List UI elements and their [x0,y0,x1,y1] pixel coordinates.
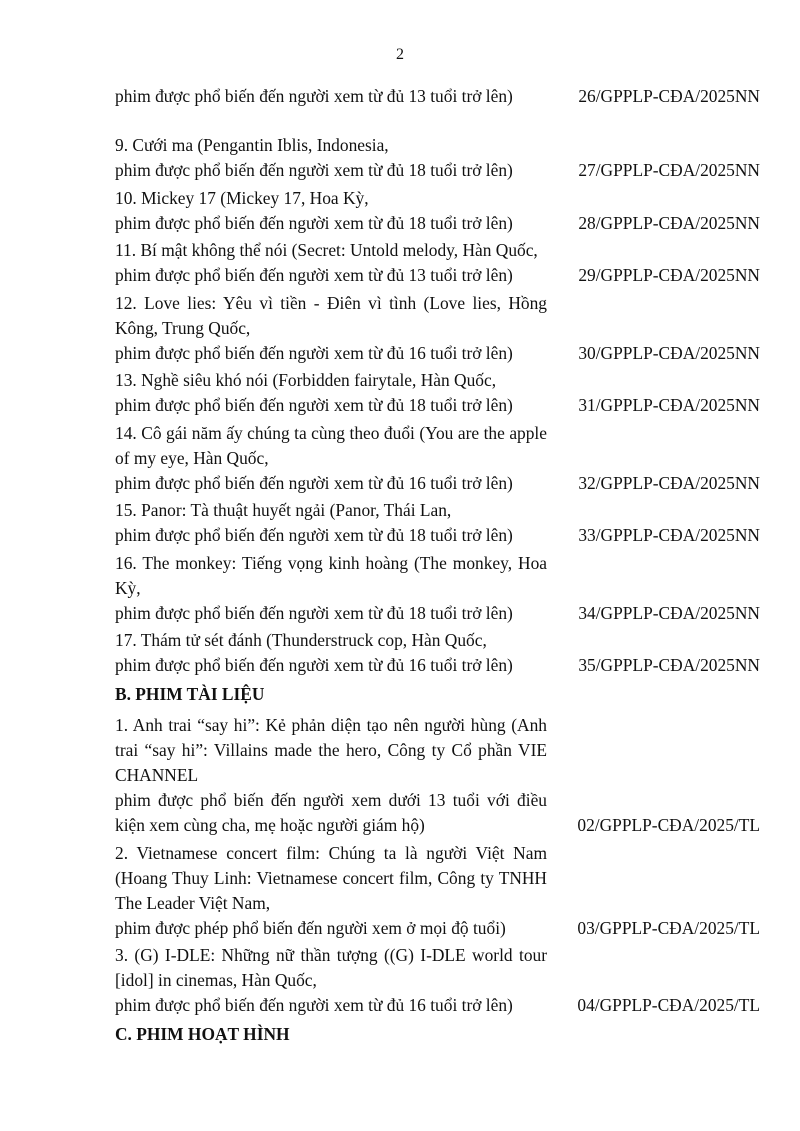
rating-text: phim được phổ biến đến người xem dưới 13 tuổi với điều kiện xem cùng cha, mẹ hoặc người giám hộ) [115,790,547,835]
license-code: 31/GPPLP-CĐA/2025NN [578,395,760,415]
license-code: 35/GPPLP-CĐA/2025NN [578,655,760,675]
list-item [115,368,760,418]
list-item [115,713,760,838]
list-item [115,628,760,678]
rating-text: phim được phổ biến đến người xem từ đủ 16 tuổi trở lên) [115,472,513,493]
list-item [115,551,760,626]
license-code: 29/GPPLP-CĐA/2025NN [578,265,760,285]
list-item [115,186,760,236]
license-code: 27/GPPLP-CĐA/2025NN [578,160,760,180]
list-item [115,84,760,109]
rating-text: phim được phổ biến đến người xem từ đủ 13 tuổi trở lên) [115,86,513,106]
film-title: 14. Cô gái năm ấy chúng ta cùng theo đuổi (You are the apple of my eye, Hàn Quốc, [115,422,547,468]
rating-text: phim được phép phổ biến đến người xem ở mọi độ tuổi) [115,917,506,938]
list-item [115,291,760,366]
rating-text: phim được phổ biến đến người xem từ đủ 18 tuổi trở lên) [115,212,513,233]
license-code: 03/GPPLP-CĐA/2025/TL [577,917,760,938]
film-title: 11. Bí mật không thể nói (Secret: Untold melody, Hàn Quốc, [115,240,538,260]
license-code: 04/GPPLP-CĐA/2025/TL [577,995,760,1015]
rating-text: phim được phổ biến đến người xem từ đủ 16 tuổi trở lên) [115,995,513,1015]
list-item [115,943,760,1018]
list-item [115,421,760,496]
license-code: 02/GPPLP-CĐA/2025/TL [577,815,760,835]
list-item [115,498,760,548]
rating-text: phim được phổ biến đến người xem từ đủ 18 tuổi trở lên) [115,602,513,623]
film-title: 13. Nghề siêu khó nói (Forbidden fairytale, Hàn Quốc, [115,370,497,390]
film-title: 2. Vietnamese concert film: Chúng ta là người Việt Nam (Hoang Thuy Linh: Vietnamese concert film, Công ty TNHH The Leader Việt Nam, [115,842,547,913]
film-list [115,84,760,1053]
rating-text: phim được phổ biến đến người xem từ đủ 18 tuổi trở lên) [115,395,513,415]
film-title: 9. Cưới ma (Pengantin Iblis, Indonesia, [115,135,389,155]
list-item [115,841,760,941]
film-title: 15. Panor: Tà thuật huyết ngải (Panor, Thái Lan, [115,500,452,520]
section-heading-documentary: B. PHIM TÀI LIỆU [115,684,265,704]
license-code: 28/GPPLP-CĐA/2025NN [578,212,760,233]
film-title: 1. Anh trai “say hi”: Kẻ phản diện tạo nên người hùng (Anh trai “say hi”: Villains made the hero, Công ty Cổ phần VIE CHANNEL [115,715,547,785]
film-title: 17. Thám tử sét đánh (Thunderstruck cop, Hàn Quốc, [115,630,487,650]
film-title: 10. Mickey 17 (Mickey 17, Hoa Kỳ, [115,187,369,208]
rating-text: phim được phổ biến đến người xem từ đủ 16 tuổi trở lên) [115,655,513,675]
license-code: 34/GPPLP-CĐA/2025NN [578,602,760,623]
section-heading-animation: C. PHIM HOẠT HÌNH [115,1024,290,1044]
film-title: 16. The monkey: Tiếng vọng kinh hoàng (The monkey, Hoa Kỳ, [115,552,547,598]
list-item [115,133,760,183]
rating-text: phim được phổ biến đến người xem từ đủ 16 tuổi trở lên) [115,342,513,363]
list-item [115,238,760,288]
page-number: 2 [396,46,404,63]
license-code: 32/GPPLP-CĐA/2025NN [578,472,760,493]
license-code: 33/GPPLP-CĐA/2025NN [578,525,760,545]
license-code: 30/GPPLP-CĐA/2025NN [578,342,760,363]
license-code: 26/GPPLP-CĐA/2025NN [578,86,760,106]
rating-text: phim được phổ biến đến người xem từ đủ 18 tuổi trở lên) [115,525,513,545]
rating-text: phim được phổ biến đến người xem từ đủ 13 tuổi trở lên) [115,265,513,285]
rating-text: phim được phổ biến đến người xem từ đủ 18 tuổi trở lên) [115,160,513,180]
film-title: 12. Love lies: Yêu vì tiền - Điên vì tình (Love lies, Hồng Kông, Trung Quốc, [115,292,547,338]
film-title: 3. (G) I-DLE: Những nữ thần tượng ((G) I-DLE world tour [idol] in cinemas, Hàn Quốc, [115,945,547,990]
